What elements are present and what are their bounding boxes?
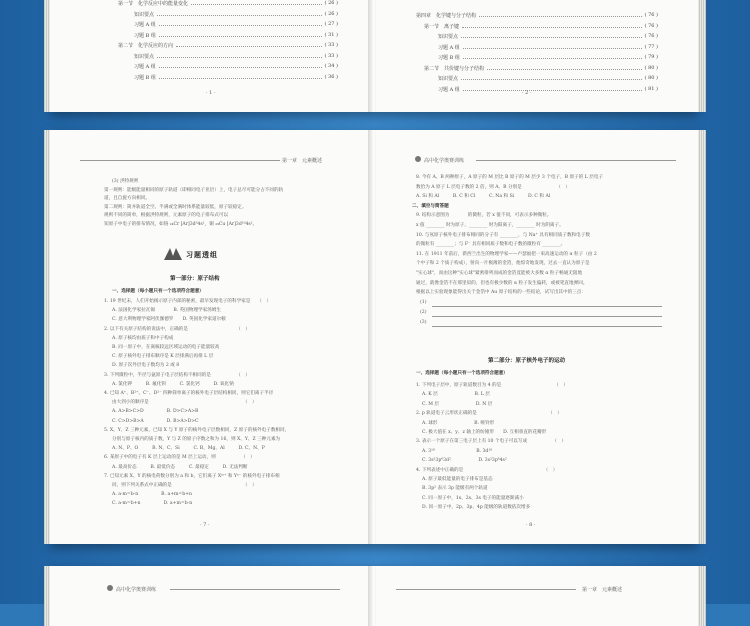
section-banner: 习题透组 [186, 250, 218, 259]
page-number: · 2 · [522, 90, 532, 96]
question-line: C. M 层 D. N 层 [422, 401, 493, 407]
mc-section-title: 一、选择题（每小题只有一个选项符合题意） [112, 289, 204, 294]
toc-row [438, 54, 658, 61]
toc-row [118, 42, 338, 49]
toc-leader [461, 33, 642, 38]
question-line: A. 原子核均由质子和中子构成 [112, 335, 174, 341]
question-line: 4. 下列表述中正确的是 （ ） [416, 467, 558, 473]
question-line: C. 原子核外电子排布顺序是 K 层排满后再排 L 层 [112, 354, 214, 360]
toc-page: ( 36 ) [324, 73, 338, 80]
toc-leader [487, 65, 642, 70]
question-line: 根据以上实验现象能得出关于金箔中 Au 原子结构的一些结论，试写出其中的三点： [416, 290, 586, 296]
toc-leader [463, 44, 642, 49]
page-number: · 8 · [526, 522, 536, 528]
toc-page: ( 76 ) [644, 33, 658, 39]
header-rule [170, 589, 340, 590]
question-line: A. 原子最低能量的电子排布是基态 [422, 477, 493, 482]
running-header: 高中化学奥赛训练 [116, 587, 157, 593]
question-line: A. 球形 B. 哑铃形 [422, 420, 495, 426]
toc-row [134, 74, 338, 81]
toc-leader [159, 21, 322, 26]
toc-leader [191, 0, 322, 5]
running-header: 第一章 元素概述 [282, 158, 323, 164]
header-rule [80, 160, 280, 161]
toc-label: 知识要点 [134, 53, 155, 60]
toc-label: 习题 A 组 [134, 22, 156, 28]
toc-label: 习题 A 组 [438, 44, 460, 51]
running-header: 高中化学奥赛训练 [424, 158, 465, 164]
toc-page: ( 76 ) [644, 22, 658, 29]
answer-label: (1) [420, 300, 427, 305]
question-line: C. a-m=b+n D. a+m=b-n [112, 501, 193, 507]
bottom-left-page [50, 566, 372, 626]
question-line: 9. 结构示意图为 的微粒，若 x 值不同，可表示多种微粒。 [416, 213, 552, 219]
toc-row [438, 44, 658, 51]
toc-row [134, 32, 338, 39]
toc-page: ( 79 ) [644, 54, 658, 60]
question-line: 二、填空与简答题 [412, 203, 449, 209]
toc-page: ( 76 ) [644, 12, 658, 18]
toc-leader [461, 75, 642, 80]
toc-row [118, 0, 338, 7]
top-left-page [50, 0, 372, 112]
running-header: 第一章 元素概述 [582, 587, 623, 593]
answer-label: (3) [420, 320, 427, 325]
toc-row [424, 23, 658, 30]
question-line: 2. 以下有关原子结构的说法中，正确的是 （ ） [104, 326, 250, 332]
toc-page: ( 27 ) [324, 21, 338, 27]
toc-row [416, 12, 658, 19]
toc-row [438, 86, 658, 93]
toc-page: ( 77 ) [644, 43, 658, 50]
toc-page: ( 31 ) [324, 31, 338, 38]
toc-row [424, 65, 658, 72]
middle-book-spread [50, 130, 698, 544]
toc-leader [159, 32, 322, 37]
toc-label: 习题 A 组 [134, 64, 156, 70]
question-line: 3. 下列微粒中，半径与氩原子电子层结构不相同的是 （ ） [104, 372, 250, 378]
toc-label: 习题 B 组 [438, 55, 460, 61]
toc-label: 习题 A 组 [438, 86, 460, 93]
body-text-line: 道，且自旋方向相同。 [104, 196, 150, 202]
part-title: 第二部分：原子核外电子的运动 [488, 358, 566, 364]
toc-label: 习题 B 组 [134, 32, 156, 39]
toc-leader [176, 42, 322, 47]
toc-label: 第四章 化学键与分子结构 [416, 13, 477, 19]
top-book-spread [50, 0, 698, 112]
question-line: 的微粒有 ________；与 F⁻ 具有相同质子数和电子数的微粒有 ________。 [416, 242, 566, 248]
toc-page: ( 80 ) [644, 75, 658, 81]
answer-blank [432, 316, 662, 317]
toc-leader [157, 11, 322, 16]
toc-row [134, 63, 338, 70]
body-text-line: 规则不同的简单，根据洪特规则，元素原子的电子排布式可以 [104, 213, 229, 219]
toc-leader [159, 63, 322, 68]
toc-page: ( 81 ) [644, 85, 658, 92]
header-rule [476, 160, 676, 161]
toc-page: ( 33 ) [324, 42, 338, 48]
top-right-page [376, 0, 698, 112]
question-line: 7. 已知元素 X、Y 的核电荷数分别为 a 和 b，它们离子 Xᵐ⁺ 和 Yⁿ⁻ 的核外电子排布相 [104, 473, 280, 479]
toc-row [438, 75, 658, 82]
answer-blank [432, 326, 662, 327]
toc-label: 第二节 共价键与分子结构 [424, 65, 485, 72]
answer-label: (2) [420, 310, 427, 315]
question-line: 6. 某原子中的电子有 K 层上运动的是 M 层上运动，则 （ ） [104, 455, 255, 461]
toc-label: 第一节 化学反应中的能量变化 [118, 1, 189, 7]
question-line: 2. p 轨道电子云形状正确的是 （ ） [416, 411, 562, 417]
question-line: A. A>B>C>D B. D>C>A>B [112, 409, 199, 415]
question-line: C. C>D>B>A D. B>A>D>C [112, 418, 199, 424]
question-line: A. 最高价态 B. 最低价态 C. 最稳定 D. 无法判断 [112, 464, 248, 470]
question-line: 分别与原子核内的质子数，Y 与 Z 的原子序数之和为 16，则 X、Y、Z 三种元素为 [112, 437, 281, 442]
toc-label: 第一节 离子键 [424, 23, 460, 30]
question-line: 11. 在 1911 年前后，新西兰出生的物理学家——卢瑟福把一束高速运动的 α 粒子（由 2 [416, 251, 597, 257]
page-edges-right [698, 130, 706, 544]
question-line: 通过，就像金箔不在那里似的，但也有极少数的 α 粒子发生偏转，或被笔直地弹回。 [416, 280, 588, 286]
question-line: A. 3¹⁰ B. 3d¹⁰ [422, 448, 493, 454]
toc-label: 知识要点 [438, 34, 459, 40]
book-logo-icon [414, 155, 422, 163]
toc-page: ( 26 ) [324, 10, 338, 17]
toc-page: ( 33 ) [324, 52, 338, 59]
page-number: · 1 · [206, 90, 216, 96]
toc-row [134, 53, 338, 60]
bottom-book-spread [50, 566, 698, 626]
question-line: A. N、P、O B. N、C、Si C. B、Mg、Al D. C、N、P [112, 446, 265, 452]
toc-page: ( 26 ) [324, 0, 338, 6]
question-line: B. 3p² 表示 3p 能级有两个轨道 [422, 486, 488, 492]
toc-leader [463, 86, 642, 91]
toc-page: ( 34 ) [324, 63, 338, 69]
question-line: A. 氯化钾 B. 氟化钡 C. 氯化钙 D. 氧化钠 [112, 381, 234, 387]
toc-label: 知识要点 [134, 11, 155, 18]
toc-page: ( 80 ) [644, 64, 658, 71]
toc-row [438, 33, 658, 40]
question-line: A. a-m=b-n B. a+m=b+n [112, 492, 192, 498]
toc-row [134, 11, 338, 18]
toc-label: 第二节 化学反应的方向 [118, 43, 174, 49]
question-line: 由大到小的顺序是 （ ） [112, 400, 257, 406]
toc-leader [157, 53, 322, 58]
question-line: C. 意大利物理学家阿伏伽德罗 D. 英国化学家道尔顿 [112, 317, 226, 323]
exercise-logo-icon [162, 246, 184, 262]
question-line: 3. 表示一个原子在第三电子层上有 10 个电子可以写成 （ ） [416, 439, 567, 445]
book-logo-icon [106, 584, 114, 592]
toc-leader [479, 12, 642, 17]
body-text-line: 第一规则：能级能量相同的原子轨道（即相同电子亚层）上，电子总尽可能分占不同的轨 [104, 187, 284, 193]
question-line: B. 同一原子中，在离核较远区域运动的电子能量较高 [112, 345, 220, 350]
toc-leader [159, 74, 322, 79]
bottom-right-page [376, 566, 698, 626]
question-line: "实心球"，而由这种"实心球"紧密排列而成的金箔竟能被大多数 α 粒子畅通无阻地 [416, 271, 583, 276]
answer-blank [432, 306, 662, 307]
toc-leader [463, 54, 642, 59]
question-line: 数恰为 A 原子 L 层电子数的 2 倍，则 A、B 分别是 （ ） [416, 184, 570, 190]
question-line: 10. 与氖原子核外电子排布相同的分子有 ________，与 Na⁺ 具有相同质子数和电子数 [416, 232, 590, 238]
question-line: 个中子和 2 个质子构成），射向一片极薄的金箔，他惊奇地发现，过去一直认为原子是 [416, 261, 590, 267]
question-line: C. 3s²3p⁶3d² D. 3s²3p⁶4s² [422, 458, 507, 464]
toc-row [134, 21, 338, 28]
question-line: 同，则下列关系式中正确的是 （ ） [112, 483, 257, 488]
question-line: D. 原子次外层电子数均为 2 或 8 [112, 363, 180, 369]
question-line: C. 极大值在 x、y、z 轴上的纺锤形 D. 互相垂直的花瓣形 [422, 430, 547, 435]
body-text-line: 知原子中电子的排布情况，如铬 ₂₄Cr [Ar]3d⁵4s¹，铜 ₂₉Cu [Ar]3d¹⁰4s¹。 [104, 222, 258, 227]
question-line: C. 同一原子中，1s、2s、3s 电子的能量逐渐减小 [422, 495, 524, 501]
question-line: A. K 层 B. L 层 [422, 392, 490, 398]
question-line: 1. 下列电子层中，原子轨道数目为 4 的是 （ ） [416, 383, 568, 388]
question-line: 1. 19 世纪末，人们开始揭示原子内部的秘密，最早发现电子的科学家是 （ ） [104, 299, 272, 304]
body-text-line: (3) 洪特规则 [112, 179, 139, 184]
part-title: 第一部分：原子结构 [170, 276, 220, 282]
question-line: A. Si 和 Al B. C 和 Cl C. Na 和 Si D. C 和 Al [416, 194, 551, 200]
page-edges-right [698, 566, 706, 626]
toc-leader [462, 23, 642, 28]
middle-right-page [376, 130, 698, 544]
middle-left-page [50, 130, 372, 544]
header-rule [396, 589, 576, 590]
question-line: A. 法国化学家拉瓦锡 B. 英国物理学家汤姆生 [112, 308, 222, 314]
question-line: 4. 已知 A⁺、B²⁺、C⁻、D²⁻ 四种简单离子的核外电子层结构相同，则它们离子半径 [104, 391, 274, 396]
question-line: D. 同一原子中，2p、3p、4p 能级的轨道数依次增多 [422, 505, 531, 511]
question-line: 5. X、Y、Z 三种元素，已知 X 与 Y 原子的核外电子层数相同，Z 原子的核外电子数相同， [104, 427, 290, 433]
toc-label: 习题 B 组 [134, 74, 156, 81]
question-line: 8. 今有 A、B 两种原子，A 原子的 M 层比 B 原子的 M 层少 3 个电子，B 原子的 L 层电子 [416, 175, 604, 180]
toc-label: 知识要点 [438, 76, 459, 82]
page-number: · 7 · [200, 522, 210, 528]
body-text-line: 第二规则：简并轨道全空、半满或全满时体系能量较低，原子较稳定。 [104, 204, 247, 210]
question-line: x 值 ________ 时为原子，________ 时为阳离子，________ 时为阴离子。 [416, 223, 564, 228]
page-edges-right [698, 0, 706, 112]
mc-section-title: 一、选择题（每小题只有一个选项符合题意） [416, 371, 508, 376]
